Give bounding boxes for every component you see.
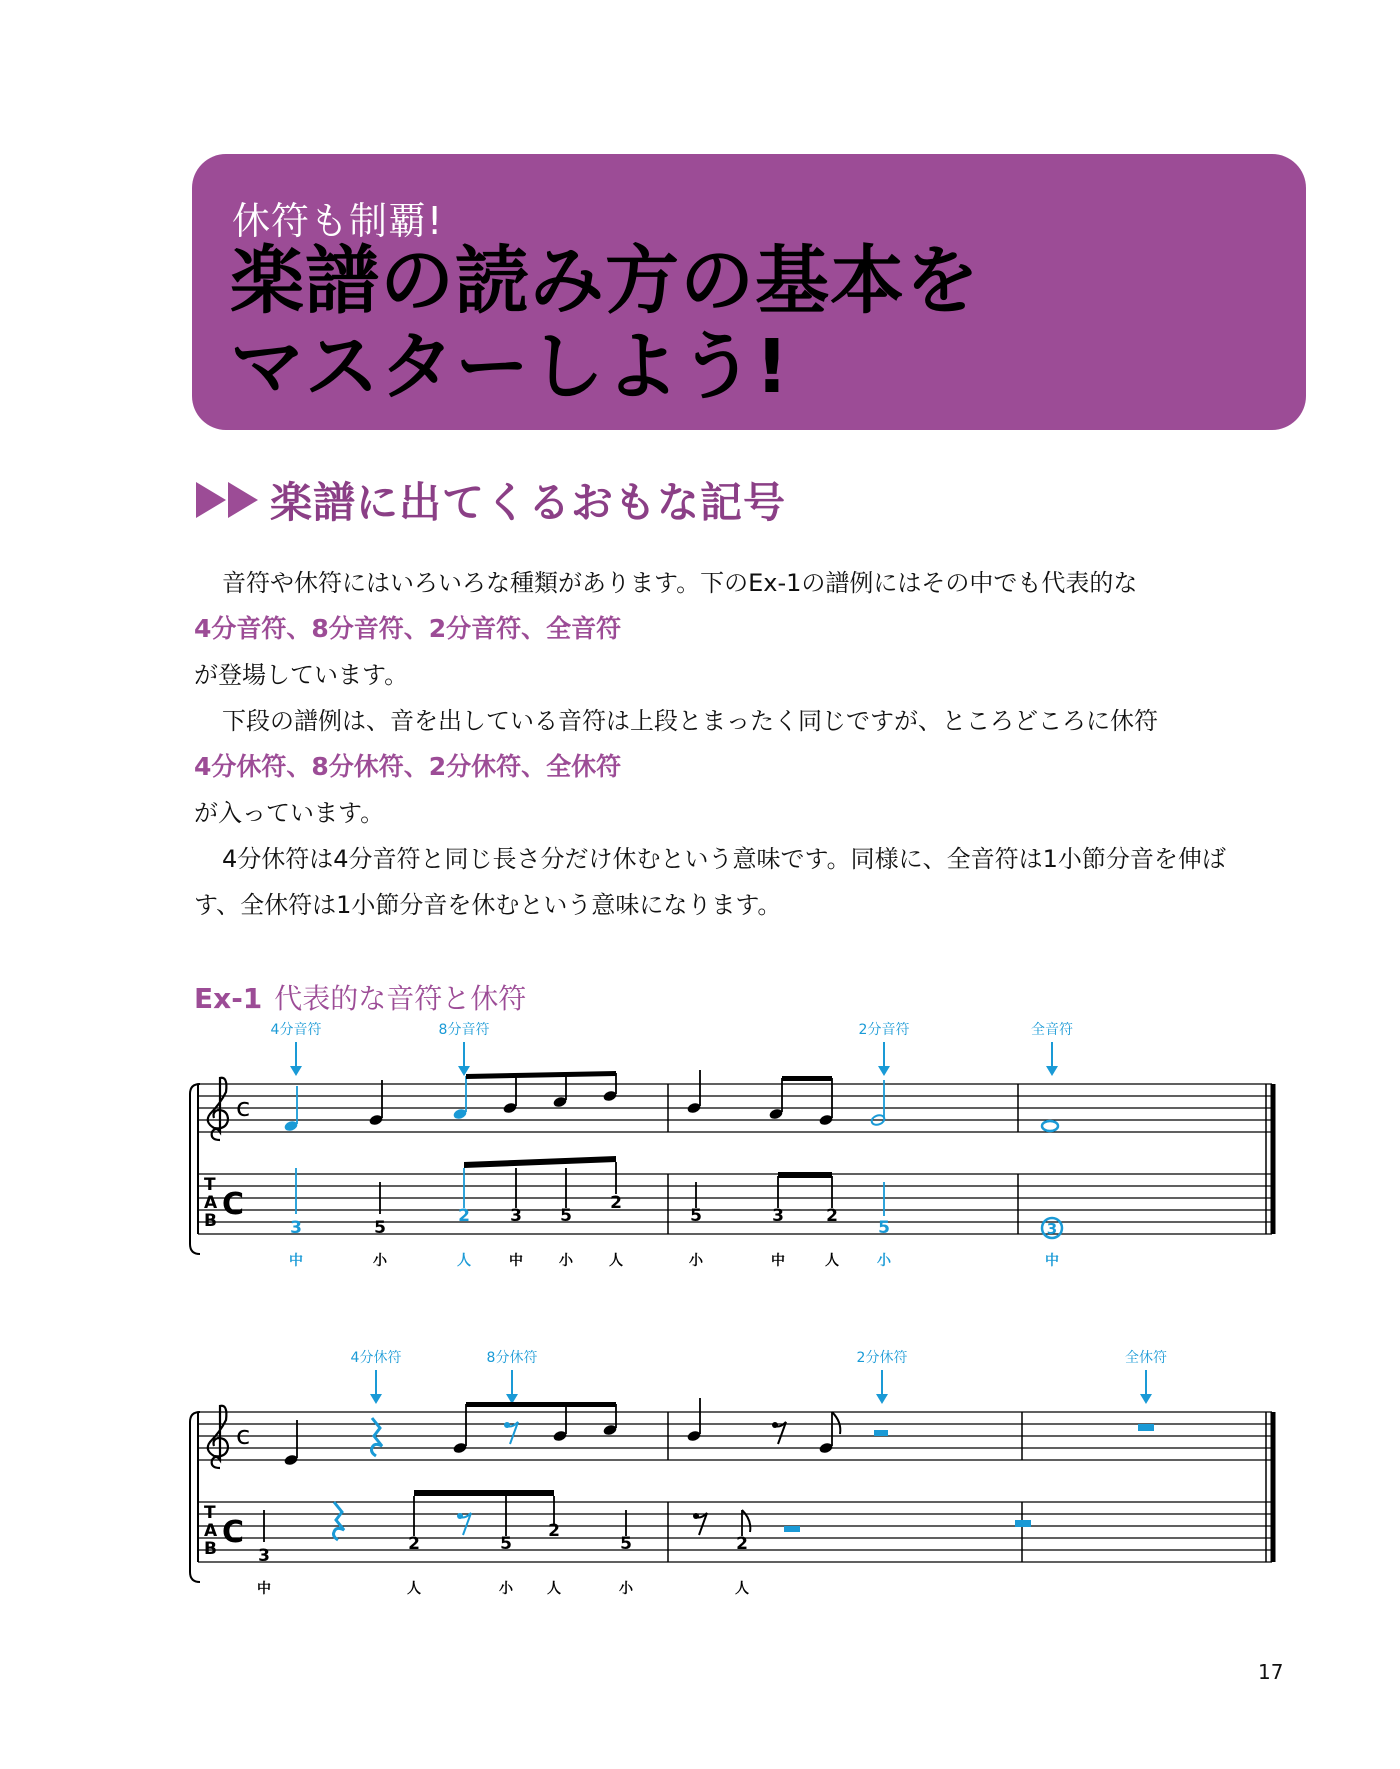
finger-label: 人: [407, 1581, 421, 1597]
callout-quarter-rest: 4分休符: [350, 1350, 402, 1366]
whole-rest-icon: [1138, 1424, 1154, 1431]
highlight-notes: 4分音符、8分音符、2分音符、全音符: [194, 614, 622, 643]
paragraph-3-line2: す、全休符は1小節分音を休むという意味になります。: [194, 891, 782, 919]
page-title-line1: 楽譜の読み方の基本を: [230, 238, 980, 324]
finger-label: 人: [735, 1581, 749, 1597]
score-rests: [190, 1346, 1300, 1606]
eighth-rest-icon: [772, 1422, 786, 1444]
quarter-note: [283, 1086, 298, 1132]
tab-letter-a: A: [204, 1193, 218, 1213]
callout-whole-note: 全音符: [1031, 1022, 1073, 1038]
tab-number: 3: [258, 1546, 270, 1566]
page-title: [230, 238, 980, 410]
tab-time-signature: C: [222, 1187, 245, 1222]
treble-clef-icon: [208, 1078, 228, 1140]
body-text: [194, 560, 1314, 928]
finger-label: 小: [559, 1253, 573, 1269]
highlight-rests: 4分休符、8分休符、2分休符、全休符: [194, 752, 622, 781]
title-kicker: 休符も制覇!: [232, 199, 444, 243]
tab-number: 5: [878, 1218, 890, 1238]
finger-label: 中: [1045, 1253, 1059, 1269]
example-caption-text: 代表的な音符と休符: [274, 982, 527, 1015]
example-id: Ex-1: [194, 982, 263, 1015]
tab-number: 2: [610, 1193, 622, 1213]
page-title-line2: マスターしよう!: [230, 324, 790, 410]
example-caption: [194, 977, 526, 1017]
score-notes: [190, 1018, 1300, 1278]
tab-whole-rest-icon: [1015, 1520, 1031, 1527]
time-signature: c: [236, 1421, 251, 1451]
tab-number: 5: [690, 1206, 702, 1226]
tab-number: 5: [560, 1206, 572, 1226]
tab-quarter-rest-icon: [334, 1502, 345, 1540]
page-number: 17: [1258, 1660, 1284, 1684]
tab-eighth-rest-icon: [693, 1513, 707, 1535]
tab-letter-b: B: [204, 1211, 217, 1231]
time-signature: c: [236, 1093, 251, 1123]
paragraph-1-end: が登場しています。: [194, 661, 409, 689]
note: [686, 1070, 701, 1114]
tab-letter-a: A: [204, 1521, 218, 1541]
tab-number: 2: [826, 1206, 838, 1226]
tab-number: 3: [772, 1206, 784, 1226]
tab-number: 2: [408, 1534, 420, 1554]
finger-label: 中: [257, 1581, 271, 1597]
finger-label: 中: [289, 1253, 303, 1269]
tab-eighth-rest-icon: [457, 1513, 471, 1535]
tab-letter-b: B: [204, 1539, 217, 1559]
tab-time-signature: C: [222, 1515, 245, 1550]
section-title: 楽譜に出てくるおもな記号: [270, 478, 787, 527]
paragraph-3-line1: 4分休符は4分音符と同じ長さ分だけ休むという意味です。同様に、全音符は1小節分音を伸ば: [222, 845, 1226, 873]
paragraph-2-end: が入っています。: [194, 799, 385, 827]
finger-label: 小: [619, 1581, 633, 1597]
section-heading: [196, 470, 786, 530]
tab-letter-t: T: [204, 1175, 216, 1195]
tab-number: 2: [736, 1534, 748, 1554]
callout-half-note: 2分音符: [858, 1022, 910, 1038]
finger-label: 人: [457, 1253, 471, 1269]
finger-label: 小: [373, 1253, 387, 1269]
finger-label: 小: [689, 1253, 703, 1269]
tab-letter-t: T: [204, 1503, 216, 1523]
finger-label: 小: [499, 1581, 513, 1597]
callout-eighth-note: 8分音符: [438, 1022, 490, 1038]
finger-label: 小: [877, 1253, 891, 1269]
tab-half-rest-icon: [784, 1526, 800, 1532]
callout-eighth-rest: 8分休符: [486, 1350, 538, 1366]
tab-number: 5: [620, 1534, 632, 1554]
finger-label: 人: [609, 1253, 623, 1269]
eighth-rest-icon: [504, 1422, 518, 1444]
paragraph-1: 音符や休符にはいろいろな種類があります。下のEx-1の譜例にはその中でも代表的な: [222, 569, 1138, 597]
whole-note: [1042, 1121, 1058, 1131]
finger-label: 人: [547, 1581, 561, 1597]
tab-number: 2: [458, 1206, 470, 1226]
note: [686, 1398, 701, 1442]
callout-whole-rest: 全休符: [1125, 1350, 1167, 1366]
tab-number: 5: [374, 1218, 386, 1238]
tab-number-circled: 3: [1046, 1220, 1058, 1238]
finger-label: 人: [825, 1253, 839, 1269]
note: [368, 1080, 383, 1126]
double-triangle-icon: [196, 480, 262, 520]
half-rest-icon: [874, 1430, 888, 1436]
finger-label: 中: [509, 1253, 523, 1269]
treble-clef-icon: [208, 1406, 228, 1468]
tab-number: 3: [510, 1206, 522, 1226]
title-box: [192, 154, 1306, 430]
tab-number: 3: [290, 1218, 302, 1238]
eighth-note-group: [452, 1402, 617, 1454]
paragraph-2: 下段の譜例は、音を出している音符は上段とまったく同じですが、ところどころに休符: [222, 707, 1158, 735]
tab-number: 5: [500, 1534, 512, 1554]
callout-half-rest: 2分休符: [856, 1350, 908, 1366]
callout-quarter-note: 4分音符: [270, 1022, 322, 1038]
tab-number: 2: [548, 1521, 560, 1541]
finger-label: 中: [771, 1253, 785, 1269]
note: [283, 1420, 298, 1466]
